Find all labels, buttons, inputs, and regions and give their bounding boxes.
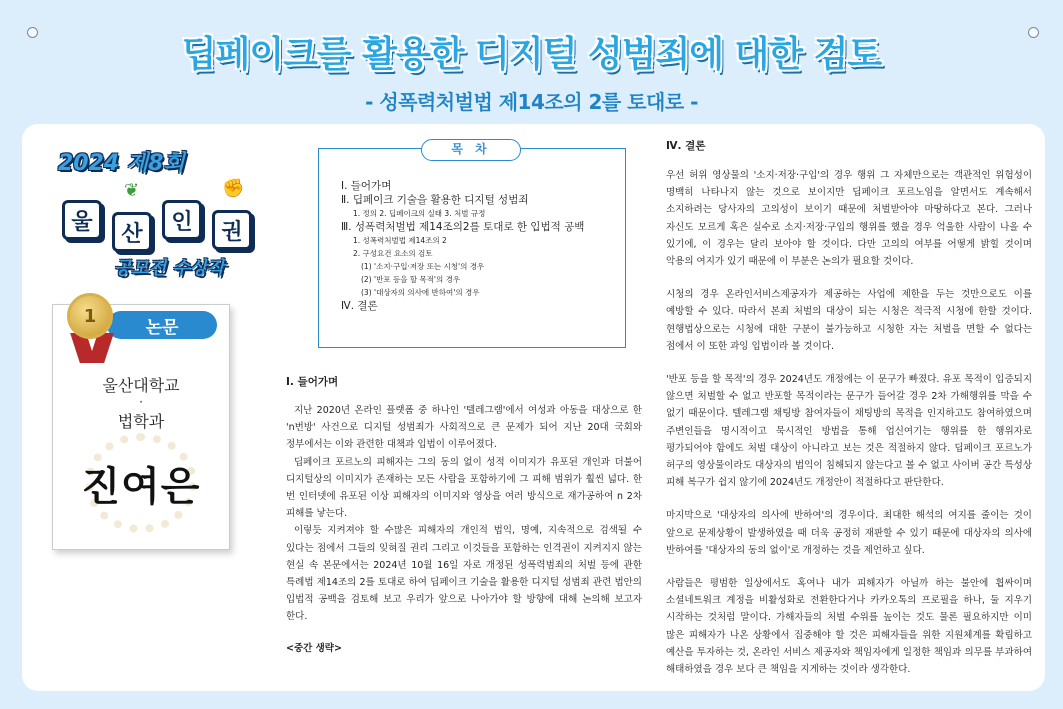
table-of-contents (318, 142, 626, 348)
logo-tile-4: 권 (212, 210, 252, 250)
page-subtitle: - 성폭력처벌법 제14조의 2를 토대로 - (365, 90, 698, 114)
toc-item: Ⅲ. 성폭력처벌법 제14조의2를 토대로 한 입법적 공백 (341, 221, 585, 233)
award-separator: · (139, 395, 143, 409)
right-column (666, 138, 1032, 694)
body-paragraph: 사람들은 평범한 일상에서도 혹여나 내가 피해자가 아닐까 하는 불안에 휩싸이며 소셜네트워크 계정을 비활성화로 전환한다거나 카카오톡의 프로필을 하나, 둘 지우기 시작하는 것처럼 말이다. 가해자들의 처벌 수위를 높이는 것도 물론 필요하지만 이미 많은 피해자가 나온 상황에서 집중해야 할 것은 피해자들을 위한 지원체계를 확립하고 예산을 투자하는 것, 온라인 서비스 제공자와 책임자에게 일정한 책임과 의무를 부과하여 해태하였을 경우 보다 큰 책임을 지게하는 것이라 생각한다. (666, 578, 1032, 676)
award-school: 울산대학교 (102, 376, 180, 395)
award-category-badge: 논문 (107, 311, 217, 339)
body-paragraph: '반포 등을 할 목적'의 경우 2024년도 개정에는 이 문구가 빠졌다. 유포 목적이 입증되지 않으면 처벌할 수 없고 반포할 목적이라는 문구가 들어갈 경우 2차 가해행위를 막을 수 없기 때문이다. 텔레그램 채팅방 참여자들이 채팅방의 목적을 인지하고도 참여하였으며 주변인들을 명시적이고 묵시적인 방법을 통해 업신여기는 행위를 한 행위자로 평가되어야 함에도 처벌 대상이 아니라고 보는 것은 적절하지 않다. 딥페이크 포르노가 허구의 영상물이라도 대상자의 법익이 침해되지 않는다고 볼 수 없고 사이버 공간 특성상 피해 복구가 쉽지 않기에 2024년도 개정안이 적절하다고 판단한다. (666, 374, 1032, 489)
body-paragraph: 지난 2020년 온라인 플랫폼 중 하나인 '텔레그램'에서 여성과 아동을 대상으로 한 'n번방' 사건으로 디지털 성범죄가 사회적으로 큰 문제가 되어 지난 20대 국회와 정부에서는 이와 관련한 대책과 입법이 이루어졌다. (286, 405, 642, 451)
toc-item: 2. 구성요건 요소의 검토 (353, 249, 433, 258)
fist-icon: ✊ (222, 178, 245, 199)
contest-year-label: 2024 제8회 (58, 151, 185, 176)
award-card (52, 304, 230, 550)
award-author-name: 진여은 (81, 464, 201, 510)
section-heading-conclusion: Ⅳ. 결론 (666, 140, 706, 152)
paper-sheet (22, 124, 1045, 691)
toc-item: 1. 정의 2. 딥페이크의 실태 3. 처벌 규정 (353, 209, 486, 218)
logo-tile-1: 울 (62, 200, 102, 240)
logo-tile-2: 산 (112, 212, 152, 252)
body-paragraph: 이렇듯 지켜져야 할 수많은 피해자의 개인적 법익, 명예, 지속적으로 검색될 수 있다는 점에서 그들의 잊혀질 권리 그리고 이것들을 포함하는 인격권이 지켜지지 않는 현실 속 본문에서는 2024년 10월 16일 자로 개정된 성폭력범죄의 처벌 등에 관한 특례법 제14조의 2를 토대로 하여 딥페이크 기술을 활용한 디지털 성범죄 관련 법안의 입법적 공백을 검토해 보고 우리가 앞으로 나아가야 할 방향에 대해 논의해 보고자 한다. (286, 525, 642, 623)
body-paragraph: 우선 허위 영상물의 '소지·저장·구입'의 경우 행위 그 자체만으로는 객관적인 위험성이 명백히 나타나지 않는 것으로 보이지만 딥페이크 포르노임을 알면서도 계속해서 소지하려는 당사자의 고의성이 보이기 때문에 처벌받아야 마땅하다고 본다. 그러나 자신도 모르게 혹은 실수로 소지·저장·구입의 행위를 했을 경우 억울한 사람이 나올 수 있기에, 이 경우는 달리 보아야 할 것이다. 다만 고의의 여부를 어떻게 밝힐 것이며 악용의 여지가 있기 때문에 이 부분은 논의가 필요할 것이다. (666, 170, 1032, 268)
toc-item: Ⅰ. 들어가며 (341, 180, 392, 192)
sprout-icon: ❦ (124, 180, 140, 201)
toc-list (341, 179, 584, 313)
contest-logo-tiles (62, 178, 262, 256)
toc-item: (3) '대상자의 의사에 반하여'의 경우 (361, 288, 480, 297)
gold-medal-icon: 1 (67, 293, 113, 339)
toc-item: (2) '반포 등을 할 목적'의 경우 (361, 275, 461, 284)
toc-item: Ⅱ. 딥페이크 기술을 활용한 디지털 성범죄 (341, 194, 529, 206)
body-paragraph: 마지막으로 '대상자의 의사에 반하여'의 경우이다. 최대한 해석의 여지를 줄이는 것이 앞으로 문제상황이 발생하였을 때 더욱 공정히 재판할 수 있기 때문에 대상자의 의사에 반하여를 '대상자의 동의 없이'로 개정하는 것을 제언하고 싶다. (666, 510, 1032, 556)
toc-heading: 목 차 (421, 139, 521, 161)
page-title: 딥페이크를 활용한 디지털 성범죄에 대한 검토 (181, 34, 882, 75)
logo-tile-3: 인 (162, 200, 202, 240)
body-paragraph: 시청의 경우 온라인서비스제공자가 제공하는 사업에 제한을 두는 것만으로도 이를 예방할 수 있다. 따라서 본죄 처벌의 대상이 되는 시청은 적극적 시청에 한할 것이다. 현행법상으로는 시청에 대한 구분이 불가능하고 시청한 자는 처벌을 면할 수 없다는 점에서 이 또한 과잉 입법이라 볼 것이다. (666, 289, 1032, 352)
contest-caption: 공모전 수상작 (114, 258, 225, 279)
section-heading-intro: Ⅰ. 들어가며 (286, 376, 339, 388)
award-major: 법학과 (117, 412, 165, 431)
toc-item: Ⅳ. 결론 (341, 300, 378, 312)
body-paragraph: 딥페이크 포르노의 피해자는 그의 동의 없이 성적 이미지가 유포된 개인과 더불어 디지털상의 이미지가 존재하는 모든 사람을 포함하기에 그 피해 범위가 훨씬 넓다. 한 번 인터넷에 유포된 이상 피해자의 이미지와 영상을 여러 방식으로 재가공하여 n 2차 피해를 낳는다. (286, 456, 642, 520)
toc-item: 1. 성폭력처벌법 제14조의 2 (353, 236, 447, 245)
omitted-note: <중간 생략> (286, 642, 342, 654)
toc-item: (1) '소지·구입·저장 또는 시청'의 경우 (361, 262, 485, 271)
left-column (286, 374, 642, 654)
